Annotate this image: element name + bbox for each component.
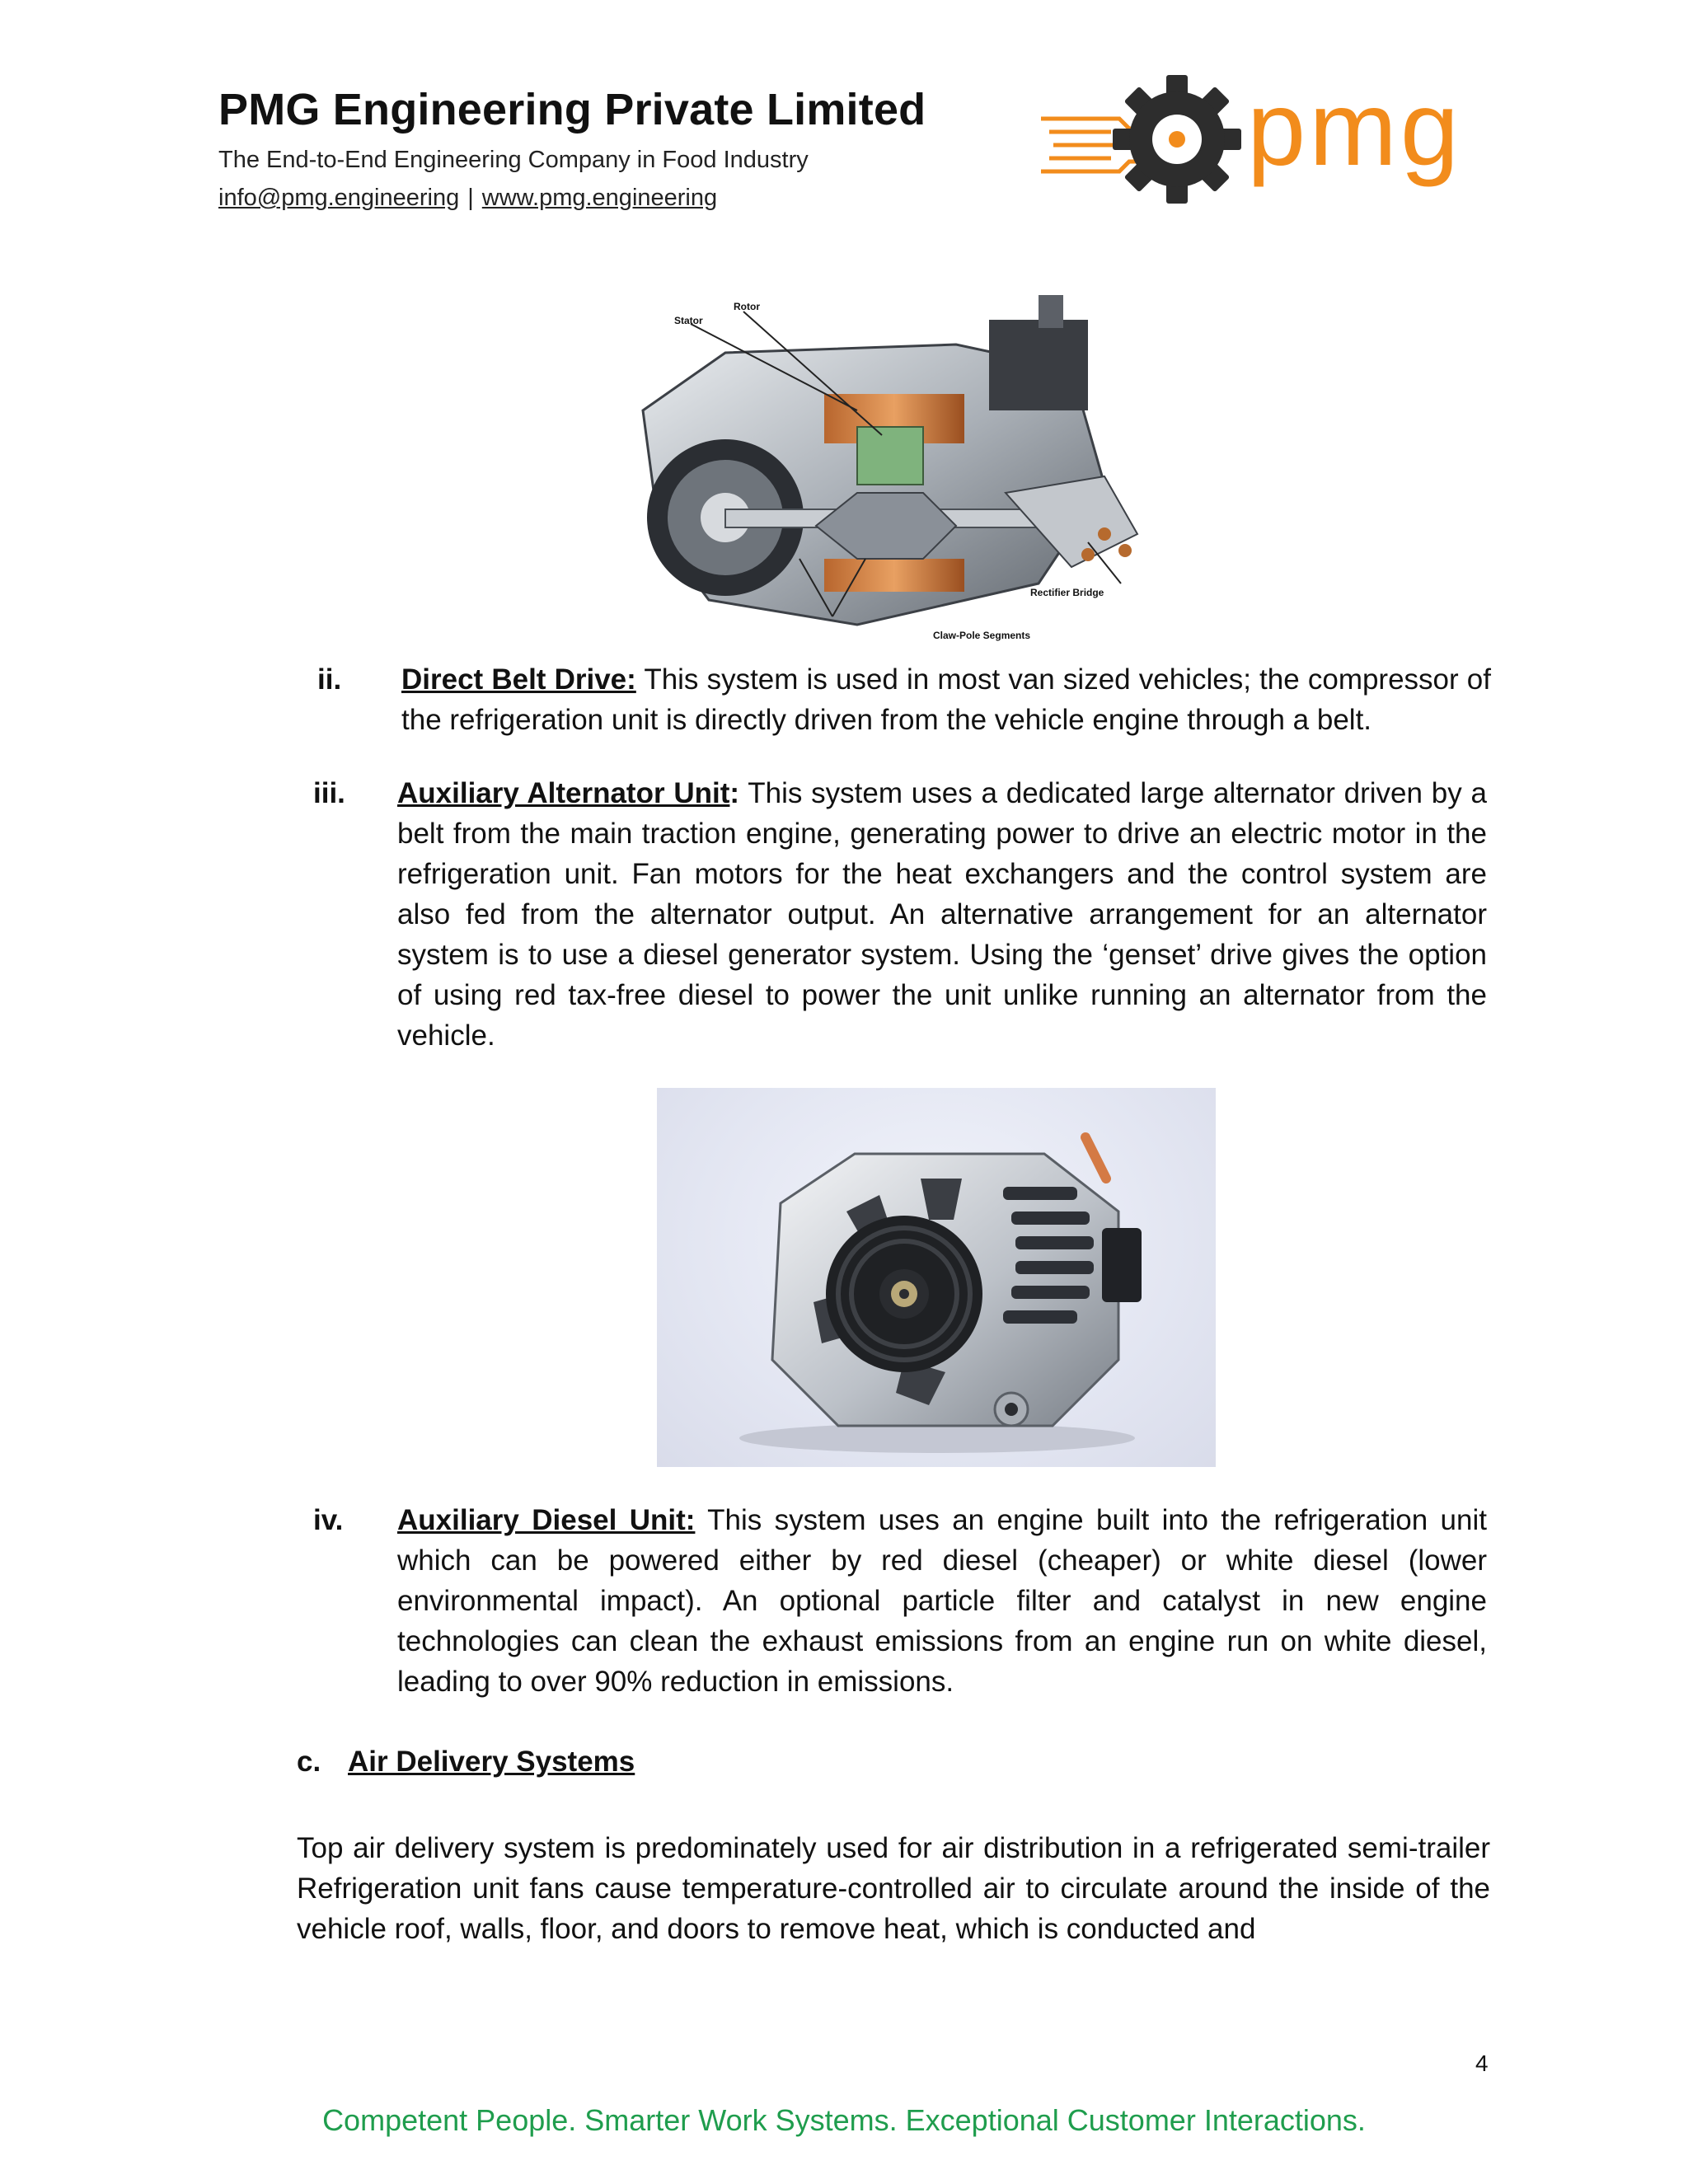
company-tagline: The End-to-End Engineering Company in Food Industry — [218, 147, 809, 173]
list-item-body — [397, 773, 1487, 1056]
email-link[interactable]: info@pmg.engineering — [218, 185, 460, 211]
alternator-photo — [657, 1088, 1216, 1467]
footer-slogan: Competent People. Smarter Work Systems. Exceptional Customer Interactions. — [322, 2103, 1366, 2137]
section-letter: c. — [297, 1746, 321, 1778]
rectifier-bridge-label: Rectifier Bridge — [1030, 587, 1104, 598]
alternator-cutaway-image — [610, 287, 1187, 654]
list-item-body — [401, 659, 1491, 740]
term-heading: Auxiliary Diesel Unit: — [397, 1504, 696, 1536]
stator-label: Stator — [674, 315, 703, 326]
claw-pole-label: Claw-Pole Segments — [933, 630, 1031, 641]
list-number: iv. — [313, 1504, 344, 1536]
section-heading — [297, 1746, 635, 1779]
page-number: 4 — [1475, 2050, 1489, 2076]
item-text: This system uses an engine built into the refrigeration unit which can be powered either by red diesel (cheaper) or white diesel (lower environmental impact). An optional particle filter and catalyst in new engine technologies can clean the exhaust emissions from an engine run on white diesel, leading to over 90% reduction in emissions. — [397, 1504, 1487, 1698]
term-heading: Auxiliary Alternator Unit — [397, 777, 730, 809]
section-title: Air Delivery Systems — [348, 1746, 635, 1778]
item-text: This system uses a dedicated large alternator driven by a belt from the main traction engine, generating power to drive an electric motor in the refrigeration unit. Fan motors for the heat exchangers and the control system are also fed from the alternator output. An alternative arrangement for an alternator system is to use a diesel generator system. Using the ‘genset’ drive gives the option of using red tax-free diesel to power the unit unlike running an alternator from the vehicle. — [397, 777, 1487, 1052]
logo-wordmark: pmg — [1247, 70, 1462, 188]
pmg-logo — [1037, 68, 1465, 208]
list-number: iii. — [313, 777, 345, 809]
contact-separator: | — [467, 185, 474, 211]
gear-icon — [1113, 75, 1241, 204]
list-number: ii. — [317, 663, 342, 696]
rotor-label: Rotor — [734, 301, 760, 312]
list-item-body — [397, 1500, 1487, 1702]
item-text: This system is used in most van sized vehicles; the compressor of the refrigeration unit is directly driven from the vehicle engine through a belt. — [401, 663, 1492, 736]
term-heading: Direct Belt Drive: — [401, 663, 636, 696]
body-paragraph: Top air delivery system is predominately used for air distribution in a refrigerated semi-trailer Refrigeration unit fans cause temperature-controlled air to circulate around the inside of the vehicle roof, walls, floor, and doors to remove heat, which is conducted and — [297, 1832, 1490, 1945]
website-link[interactable]: www.pmg.engineering — [481, 185, 718, 211]
term-colon: : — [729, 777, 740, 809]
contact-line — [218, 185, 717, 212]
company-name: PMG Engineering Private Limited — [218, 85, 926, 134]
